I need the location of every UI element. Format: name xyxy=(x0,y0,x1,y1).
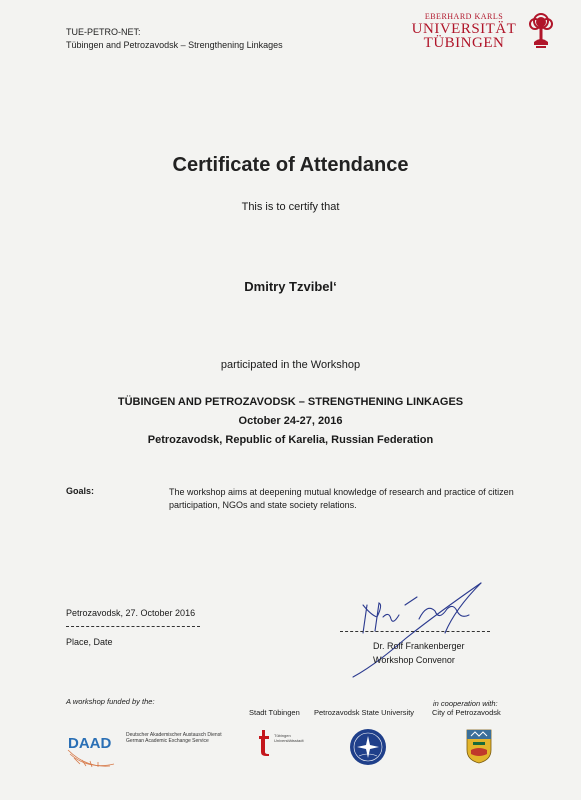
partner-stadt-tuebingen: Stadt Tübingen xyxy=(249,708,300,717)
certificate-title: Certificate of Attendance xyxy=(172,154,409,176)
participated-text: participated in the Workshop xyxy=(220,359,361,371)
handwritten-signature xyxy=(335,575,495,685)
signer-title: Workshop Convenor xyxy=(373,655,455,665)
tree-emblem-icon xyxy=(529,12,553,50)
stadt-logo-line2: Universitätsstadt xyxy=(274,738,304,743)
goals-label: Goals: xyxy=(66,486,95,496)
university-logo xyxy=(405,10,565,54)
university-name-line3: TÜBINGEN xyxy=(423,35,505,51)
stadt-logo-text xyxy=(274,733,304,743)
city-coat-of-arms-icon xyxy=(465,728,493,764)
network-description: Tübingen and Petrozavodsk – Strengthening Linkages xyxy=(66,40,283,50)
funded-by-label: A workshop funded by the: xyxy=(66,697,155,706)
daad-german-name: Deutscher Akademischer Austausch Dienst xyxy=(126,732,222,738)
location-date: Petrozavodsk, 27. October 2016 xyxy=(66,608,196,618)
signer-name: Dr. Rolf Frankenberger xyxy=(373,641,465,651)
daad-wordmark: DAAD xyxy=(68,735,112,752)
t-emblem-icon xyxy=(259,730,269,756)
university-name-line1: EBERHARD KARLS xyxy=(424,12,504,21)
convenor-signature-line xyxy=(340,631,490,632)
network-header xyxy=(66,26,283,52)
partner-petrozavodsk-state-university: Petrozavodsk State University xyxy=(314,708,415,717)
recipient-name: Dmitry Tzvibel‘ xyxy=(244,279,337,294)
cooperation-label: in cooperation with: xyxy=(433,699,498,708)
daad-logo xyxy=(66,728,122,768)
network-name: TUE-PETRO-NET: xyxy=(66,27,141,37)
workshop-place: Petrozavodsk, Republic of Karelia, Russian Federation xyxy=(147,434,434,446)
daad-text xyxy=(126,732,222,744)
workshop-title: TÜBINGEN AND PETROZAVODSK – STRENGTHENING LINKAGES xyxy=(117,396,464,408)
place-date-label: Place, Date xyxy=(66,637,113,647)
daad-english-name: German Academic Exchange Service xyxy=(126,738,209,744)
date-signature-line xyxy=(66,626,200,627)
partner-city-of-petrozavodsk: City of Petrozavodsk xyxy=(432,708,501,717)
workshop-dates: October 24-27, 2016 xyxy=(238,415,343,427)
certify-text: This is to certify that xyxy=(241,201,340,213)
goals-text: The workshop aims at deepening mutual knowledge of research and practice of citizen participation, NGOs and state society relations. xyxy=(169,487,514,510)
university-name-line2: UNIVERSITÄT xyxy=(411,21,517,37)
stadt-logo-line1: Tübingen xyxy=(274,733,291,738)
psu-seal-icon xyxy=(349,728,387,766)
